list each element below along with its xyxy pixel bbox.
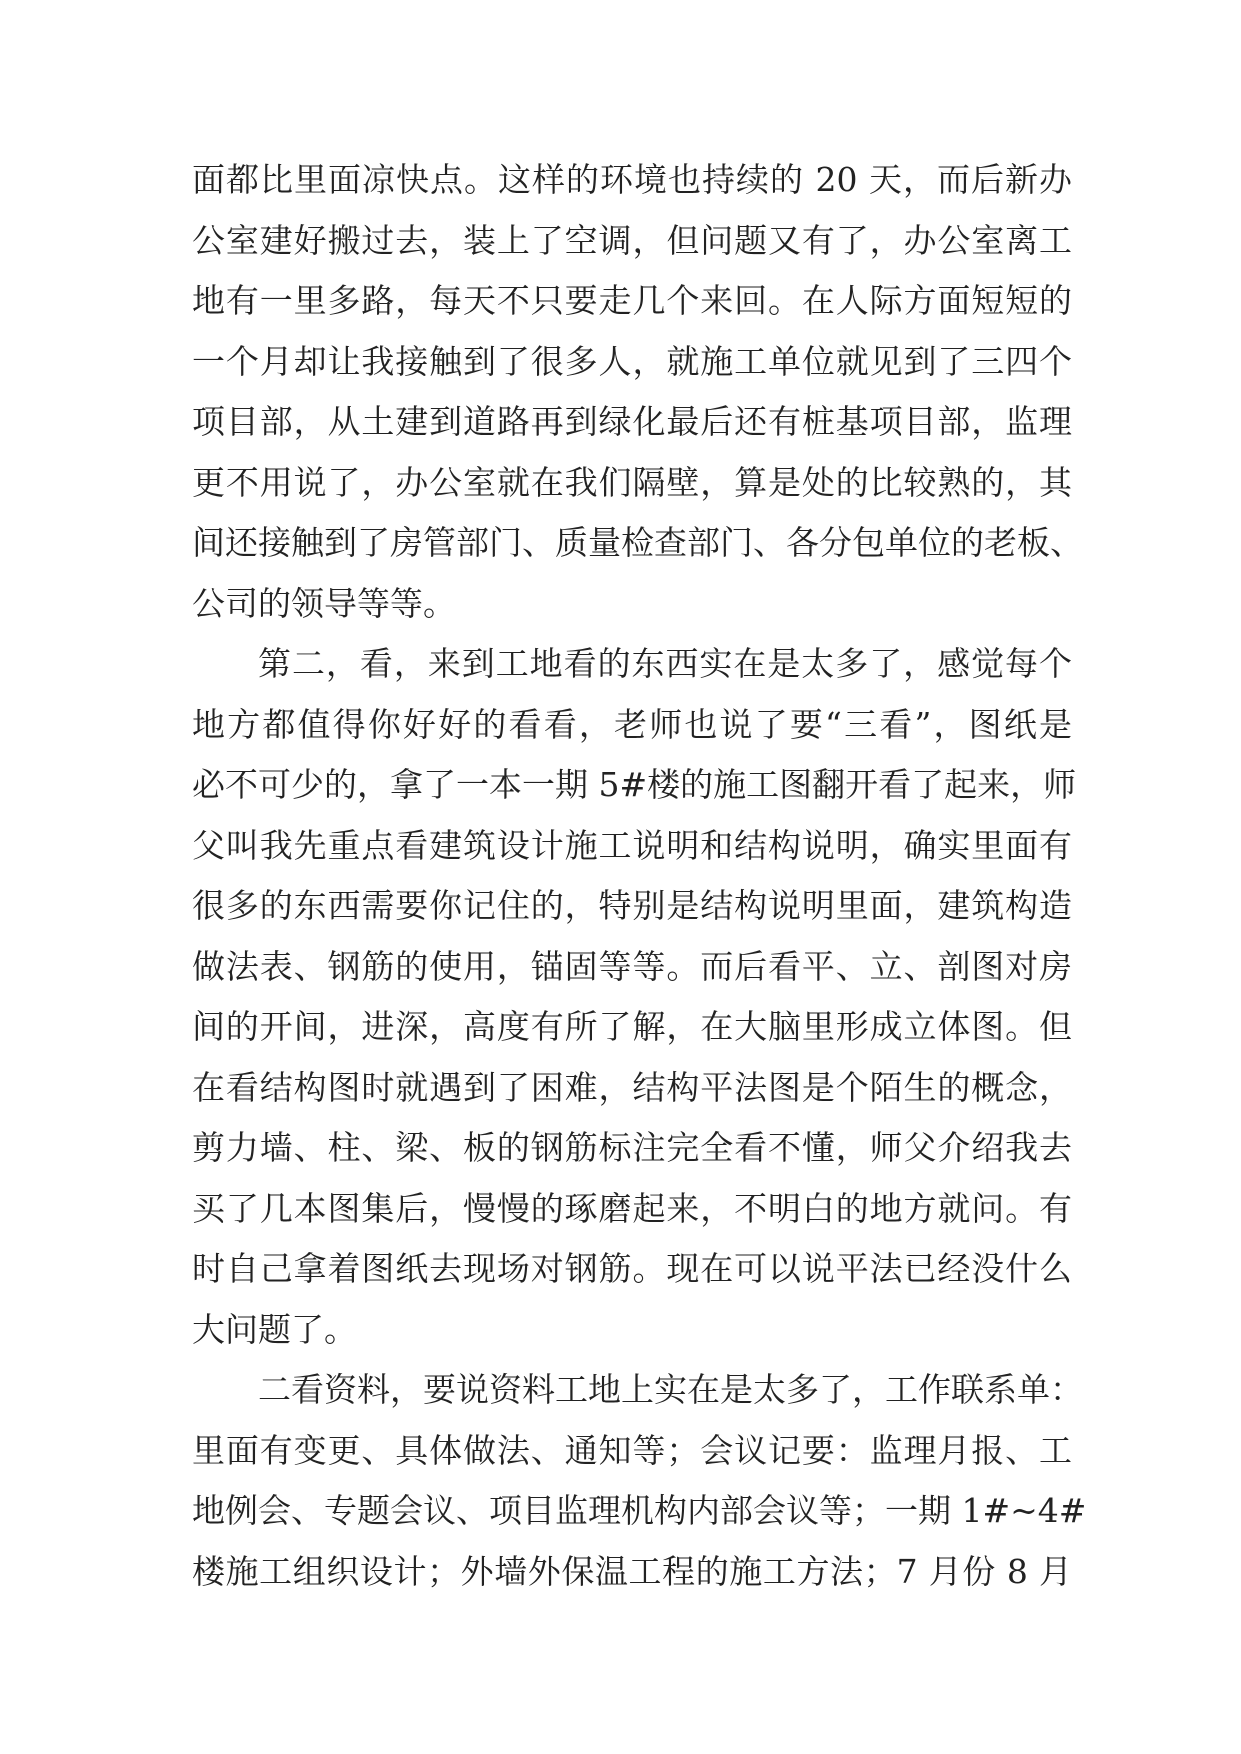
text-line: 时自己拿着图纸去现场对钢筋。现在可以说平法已经没什么 [192, 1249, 1072, 1288]
text-line: 地有一里多路，每天不只要走几个来回。在人际方面短短的 [192, 281, 1072, 320]
text-line: 间还接触到了房管部门、质量检查部门、各分包单位的老板、 [192, 523, 1083, 562]
text-line: 间的开间，进深，高度有所了解，在大脑里形成立体图。但 [192, 1007, 1072, 1046]
paragraph-first-line: 二看资料，要说资料工地上实在是太多了，工作联系单： [258, 1370, 1083, 1409]
text-line: 在看结构图时就遇到了困难，结构平法图是个陌生的概念， [192, 1067, 1072, 1107]
text-line: 公室建好搬过去，装上了空调，但问题又有了，办公室离工 [192, 220, 1072, 260]
text-line: 一个月却让我接触到了很多人，就施工单位就见到了三四个 [192, 341, 1072, 381]
text-line: 做法表、钢筋的使用，锚固等等。而后看平、立、剖图对房 [192, 946, 1072, 986]
text-line: 剪力墙、柱、梁、板的钢筋标注完全看不懂，师父介绍我去 [192, 1128, 1072, 1167]
text-line: 买了几本图集后，慢慢的琢磨起来，不明白的地方就问。有 [192, 1188, 1072, 1228]
text-line: 必不可少的，拿了一本一期 5#楼的施工图翻开看了起来，师 [192, 765, 1077, 804]
text-line: 地例会、专题会议、项目监理机构内部会议等；一期 1#~4# [192, 1491, 1087, 1530]
text-line: 更不用说了，办公室就在我们隔壁，算是处的比较熟的，其 [192, 462, 1072, 502]
text-line: 很多的东西需要你记住的，特别是结构说明里面，建筑构造 [192, 886, 1072, 925]
body-text [192, 150, 1087, 1602]
text-line: 公司的领导等等。 [192, 583, 456, 623]
text-line: 面都比里面凉快点。这样的环境也持续的 20 天，而后新办 [192, 160, 1072, 199]
text-line: 项目部，从土建到道路再到绿化最后还有桩基项目部，监理 [192, 402, 1072, 441]
text-line: 楼施工组织设计；外墙外保温工程的施工方法；7 月份 8 月 [192, 1551, 1072, 1591]
text-line: 里面有变更、具体做法、通知等；会议记要：监理月报、工 [192, 1430, 1072, 1470]
paragraph-first-line: 第二，看，来到工地看的东西实在是太多了，感觉每个 [258, 644, 1072, 683]
text-line: 父叫我先重点看建筑设计施工说明和结构说明，确实里面有 [192, 825, 1072, 865]
text-line: 地方都值得你好好的看看，老师也说了要“三看”，图纸是 [192, 704, 1072, 744]
text-line: 大问题了。 [192, 1309, 357, 1349]
